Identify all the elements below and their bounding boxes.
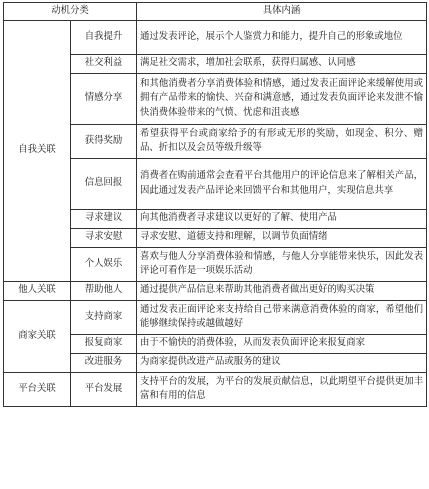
subcategory: 个人娱乐 [71,247,137,281]
description: 消费者在购前通常会查看平台其他用户的评论信息来了解相关产品，因此通过发表产品评论来回馈平台和其他用户，实现信息共享 [137,158,427,209]
table-row [4,20,427,54]
subcategory: 寻求安慰 [71,228,137,247]
subcategory: 自我提升 [71,20,137,54]
table-header-row [4,3,427,21]
subcategory: 社交利益 [71,54,137,73]
description: 满足社交需求，增加社会联系，获得归属感、认同感 [137,54,427,73]
description: 和其他消费者分享消费体验和情感，通过发表正面评论来缓解使用或拥有产品带来的愉快、兴奋和满意感，通过发表负面评论来发泄不愉快消费体验带来的气愤、忧虑和沮丧感 [137,73,427,124]
description: 支持平台的发展，为平台的发展贡献信息，以此期望平台提供更加丰富和有用的信息 [137,372,427,406]
description: 向其他消费者寻求建议以更好的了解、使用产品 [137,209,427,228]
description: 通过提供产品信息来帮助其他消费者做出更好的购买决策 [137,281,427,300]
table-row [4,281,427,300]
subcategory: 信息回报 [71,158,137,209]
subcategory: 情感分享 [71,73,137,124]
subcategory: 寻求建议 [71,209,137,228]
header-content: 具体内涵 [137,3,427,21]
category-others: 他人关联 [4,281,71,300]
description: 喜欢与他人分享消费体验和情感，与他人分享能带来快乐，因此发表评论可看作是一项娱乐活动 [137,247,427,281]
description: 希望获得平台或商家给予的有形或无形的奖励，如现金、积分、赠品、折扣以及会员等级升级等 [137,124,427,158]
subcategory: 帮助他人 [71,281,137,300]
description: 由于不愉快的消费体验，从而发表负面评论来报复商家 [137,334,427,353]
category-merchant: 商家关联 [4,300,71,372]
category-self: 自我关联 [4,20,71,281]
table-row [4,372,427,406]
description: 寻求安慰、道德支持和理解，以调节负面情绪 [137,228,427,247]
description: 通过发表正面评论来支持给自己带来满意消费体验的商家，希望他们能够继续保持或越做越好 [137,300,427,334]
subcategory: 报复商家 [71,334,137,353]
motivation-table [3,2,427,407]
subcategory: 获得奖励 [71,124,137,158]
subcategory: 支持商家 [71,300,137,334]
subcategory: 平台发展 [71,372,137,406]
subcategory: 改进服务 [71,353,137,372]
header-category: 动机分类 [4,3,137,21]
description: 通过发表评论，展示个人鉴赏力和能力，提升自己的形象或地位 [137,20,427,54]
table-row [4,300,427,334]
category-platform: 平台关联 [4,372,71,406]
description: 为商家提供改进产品或服务的建议 [137,353,427,372]
